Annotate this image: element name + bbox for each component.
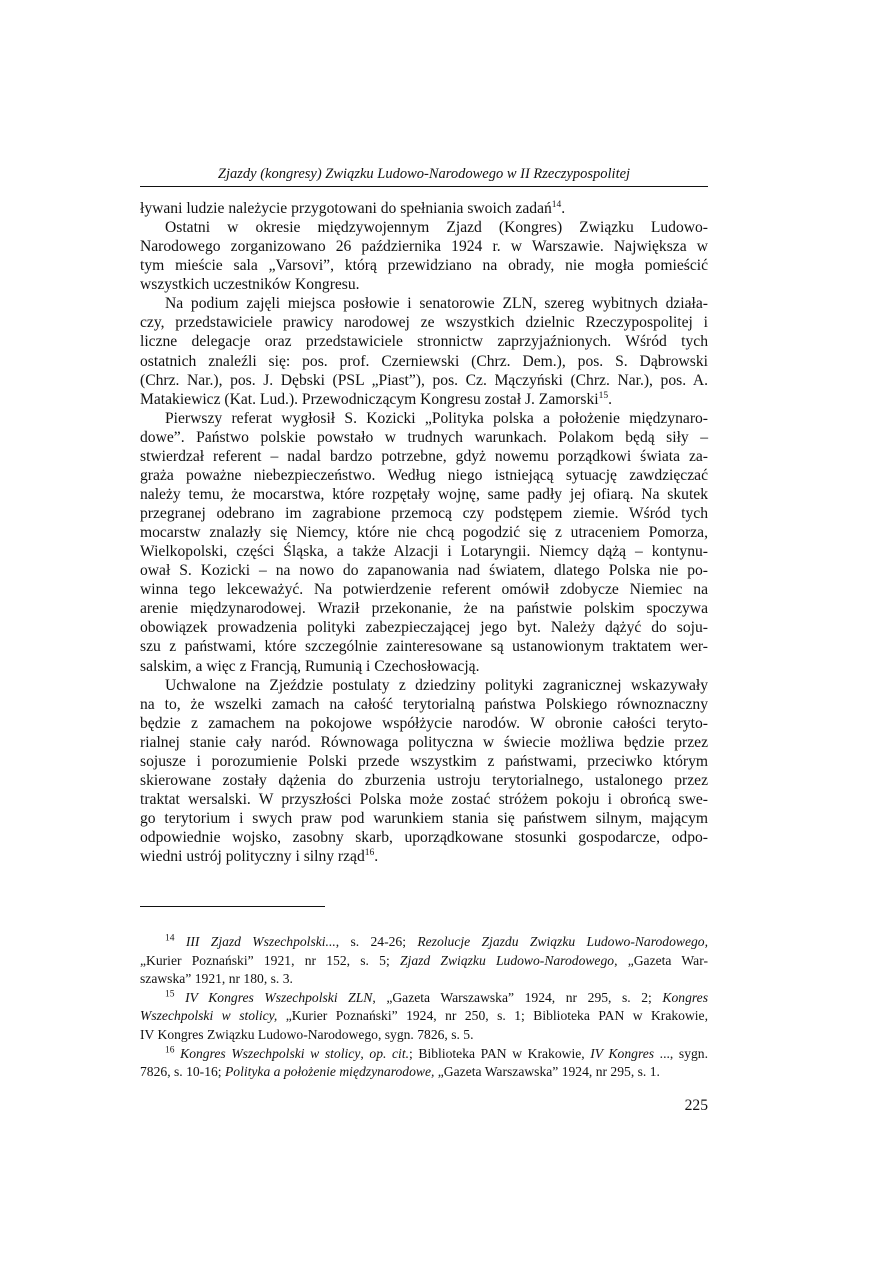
text-run: ływani ludzie należycie przygotowani do spełniania swoich zadań <box>140 200 552 217</box>
text-run: , „Gazeta War- <box>614 952 708 968</box>
body-line: Na podium zajęli miejsca posłowie i senatorowie ZLN, szereg wybitnych działa- <box>165 295 708 313</box>
italic-text: Wszechpolski w stolicy, <box>140 1008 278 1024</box>
running-header: Zjazdy (kongresy) Związku Ludowo-Narodowego w II Rzeczypospolitej <box>217 166 631 182</box>
text-run: . <box>374 848 379 866</box>
footnote-reference: 15 <box>598 390 609 401</box>
body-text <box>140 199 708 866</box>
body-line: należy temu, że mocarstwa, które rozpętały wojnę, same padły jej ofiarą. Na skutek <box>140 485 708 503</box>
body-paragraph <box>140 294 708 408</box>
text-run: Matakiewicz (Kat. Lud.). Przewodniczącym Kongresu został J. Zamorski <box>140 390 599 408</box>
footnote-reference: 16 <box>364 847 375 858</box>
italic-text: op. cit. <box>369 1045 409 1061</box>
text-run: szawska” 1921, nr 180, s. 3. <box>140 971 293 987</box>
body-line: Wielkopolski, części Śląska, a także Alzacji i Lotaryngii. Niemcy dążą – kontynu- <box>140 543 708 561</box>
text-run: , „Gazeta Warszawska” 1924, nr 295, s. 2; <box>372 989 663 1005</box>
text-run: ..., sygn. <box>654 1045 708 1061</box>
body-line: liczne delegacje oraz przedstawiciele stronnictw zaprzyjaźnionych. Wśród tych <box>140 333 708 351</box>
footnote-line <box>140 1063 708 1082</box>
body-line: rialnej stanie cały naród. Równowaga polityczna w świecie możliwa będzie przez <box>140 733 708 751</box>
body-line: winna tego lekceważyć. Na potwierdzenie referent omówił zdobycze Niemiec na <box>140 581 708 599</box>
text-run: , s. 24-26; <box>335 934 418 949</box>
body-line: wszystkich uczestników Kongresu. <box>140 276 360 294</box>
footnote-line <box>140 1045 708 1064</box>
footnote-line <box>140 1007 708 1026</box>
body-line: dowe”. Państwo polskie powstało w trudnych warunkach. Polakom będą siły – <box>140 428 708 446</box>
footnote-paragraph <box>140 989 708 1045</box>
body-line: ostatnich znaleźli się: pos. prof. Czerniewski (Chrz. Dem.), pos. S. Dąbrowski <box>140 352 708 370</box>
body-line: odpowiednie wojsko, zasobny skarb, uporządkowane stosunki gospodarcze, odpo- <box>140 829 708 847</box>
body-line <box>140 847 708 866</box>
footnote-line <box>140 989 708 1008</box>
italic-text: Kongres <box>662 989 708 1005</box>
body-line: Uchwalone na Zjeździe postulaty z dziedziny polityki zagranicznej wskazywały <box>165 676 708 694</box>
text-run: ; Biblioteka PAN w Krakowie, <box>409 1045 591 1061</box>
text-run: „Gazeta Warszawska” 1924, nr 295, s. 1. <box>434 1064 660 1080</box>
italic-text: IV Kongres Wszechpolski ZLN <box>185 989 373 1005</box>
footnote-reference: 16 <box>165 1045 175 1056</box>
footnote-reference: 14 <box>551 199 562 210</box>
body-line: przegranej odebrano im zagrabione przemocą czy podstępem ziemie. Wśród tych <box>140 505 708 522</box>
footnote-paragraph <box>140 933 708 989</box>
body-line: Pierwszy referat wygłosił S. Kozicki „Polityka polska a położenie międzynaro- <box>165 409 708 427</box>
body-line: będzie z zamachem na pokojowe współżycie narodów. W obronie całości teryto- <box>140 714 708 732</box>
body-line: czy, przedstawiciele prawicy narodowej ze wszystkich dzielnic Rzeczypospolitej i <box>140 314 708 332</box>
italic-text: Rezolucje Zjazdu Związku Ludowo-Narodowego, <box>417 934 708 949</box>
body-paragraph <box>140 218 708 294</box>
text-run: IV Kongres Związku Ludowo-Narodowego, sygn. 7826, s. 5. <box>140 1026 474 1042</box>
body-line: Narodowego zorganizowano 26 października 1924 r. w Warszawie. Największa w <box>140 238 708 256</box>
text-run: , <box>360 1045 370 1061</box>
footnote-reference: 15 <box>165 989 175 1000</box>
footnote-line <box>140 933 708 952</box>
footnote-separator <box>140 906 325 907</box>
text-run: wiedni ustrój polityczny i silny rząd <box>140 848 365 866</box>
text-run: . <box>608 390 612 408</box>
body-line: na to, że wszelki zamach na całość terytorialną państwa Polskiego równoznaczny <box>140 695 708 713</box>
text-run: „Kurier Poznański” 1921, nr 152, s. 5; <box>140 952 400 968</box>
footnote-line <box>140 970 708 989</box>
text-run: „Kurier Poznański” 1924, nr 250, s. 1; Biblioteka PAN w Krakowie, <box>277 1008 708 1024</box>
body-paragraph <box>140 676 708 867</box>
text-run <box>175 934 186 949</box>
body-line: stwierdzał referent – nadal bardzo potrzebne, gdyż nowemu porządkowi świata za- <box>140 447 708 465</box>
body-line <box>140 199 708 218</box>
footnotes <box>140 933 708 1082</box>
body-line: szu z państwami, które szczególnie zainteresowane są ustanowionym traktatem wer- <box>140 638 708 656</box>
italic-text: Zjazd Związku Ludowo-Narodowego <box>399 952 615 968</box>
body-line: traktat wersalski. W przyszłości Polska może zostać stróżem pokoju i obrońcą swe- <box>140 790 708 808</box>
body-line: arenie międzynarodowej. Wraził przekonanie, że na państwie polskim spoczywa <box>140 600 708 618</box>
body-line: tym mieście sala „Varsovi”, którą przewidziano na obrady, nie mogła pomieścić <box>140 257 708 275</box>
footnote-line <box>140 1026 708 1045</box>
body-paragraph <box>140 409 708 676</box>
footnote-line <box>140 952 708 971</box>
body-line: graża poważne niebezpieczeństwo. Według niego istniejącą sytuację zawdzięczać <box>140 466 708 484</box>
footnote-paragraph <box>140 1045 708 1082</box>
body-line: sojusze i porozumienie Polski przede wszystkim z państwami, przeciwko którym <box>140 752 708 770</box>
body-line: Ostatni w okresie międzywojennym Zjazd (Kongres) Związku Ludowo- <box>165 219 708 237</box>
text-run: . <box>561 200 566 217</box>
italic-text: III Zjazd Wszechpolski... <box>185 934 336 949</box>
body-line: salskim, a więc z Francją, Rumunią i Czechosłowacją. <box>140 657 480 675</box>
body-line: (Chrz. Nar.), pos. J. Dębski (PSL „Piast”), pos. Cz. Mączyński (Chrz. Nar.), pos. A. <box>140 371 708 389</box>
footnote-reference: 14 <box>165 933 175 944</box>
body-line: go terytorium i swych praw pod warunkiem stania się państwem silnym, mającym <box>140 810 708 827</box>
body-line: obowiązek prowadzenia polityki zabezpieczającej jego byt. Należy dążyć do soju- <box>140 619 708 637</box>
italic-text: Polityka a położenie międzynarodowe, <box>224 1064 435 1080</box>
body-line <box>140 390 708 409</box>
header-rule <box>140 186 708 187</box>
body-line: skierowane zostały dążenia do zburzenia ustroju terytorialnego, ustalonego przez <box>140 771 708 789</box>
page-number: 225 <box>684 1097 708 1114</box>
body-line: mocarstw znalazły się Niemcy, które nie chcą pogodzić się z utraceniem Pomorza, <box>140 524 708 542</box>
body-paragraph <box>140 199 708 218</box>
body-line: ował S. Kozicki – na nowo do zapanowania nad światem, dlatego Polska nie po- <box>140 562 708 580</box>
italic-text: IV Kongres <box>590 1045 655 1061</box>
text-run: 7826, s. 10-16; <box>140 1064 225 1080</box>
text-run <box>175 990 186 1005</box>
italic-text: Kongres Wszechpolski w stolicy <box>180 1045 361 1061</box>
